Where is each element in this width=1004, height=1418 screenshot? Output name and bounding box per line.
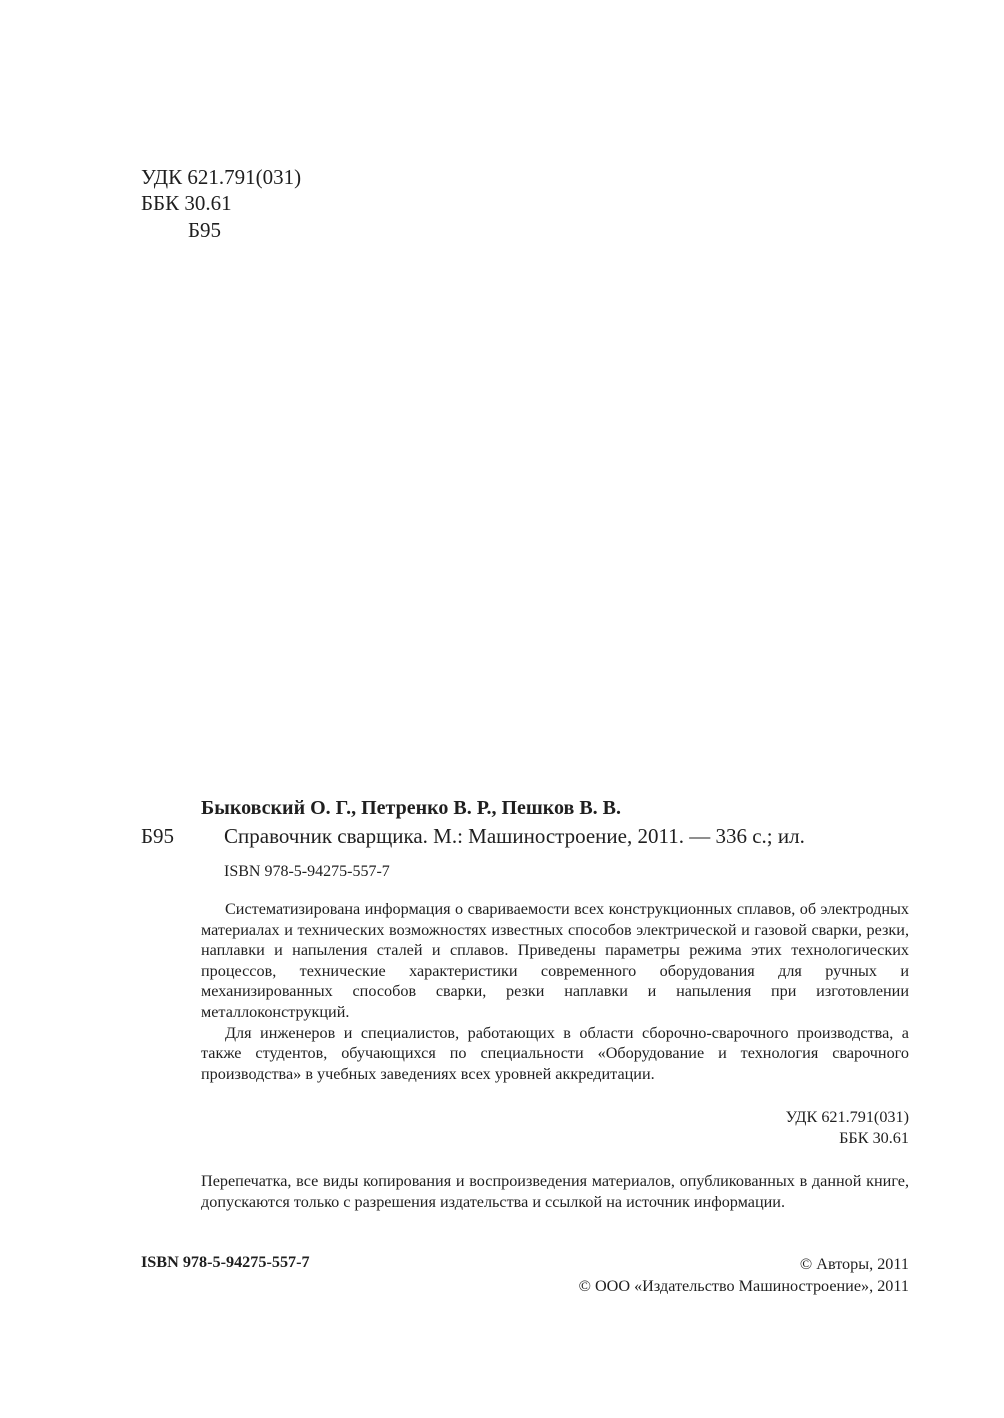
reprint-notice: Перепечатка, все виды копирования и воспроизведения материалов, опубликованных в данной книге, допускаются только с разрешения издательства и ссылкой на источник информации. xyxy=(201,1172,909,1211)
udk-code-top: УДК 621.791(031) xyxy=(141,165,302,189)
bbk-code-top: ББК 30.61 xyxy=(141,191,232,215)
bbk-code: ББК 30.61 xyxy=(839,1129,909,1147)
isbn-line: ISBN 978-5-94275-557-7 xyxy=(224,863,390,880)
abstract xyxy=(201,899,909,1084)
classification-codes xyxy=(786,1107,909,1149)
book-title: Справочник сварщика. М.: Машиностроение, 2011. — 336 с.; ил. xyxy=(224,824,805,848)
abstract-paragraph: Для инженеров и специалистов, работающих в области сборочно-сварочного производства, а также студентов, обучающихся по специальности «Оборудование и технология сварочного производства» в учебных заведениях всех уровней аккредитации. xyxy=(201,1023,909,1083)
copyright-publisher: © ООО «Издательство Машиностроение», 2011 xyxy=(578,1277,909,1295)
authors-line: Быковский О. Г., Петренко В. Р., Пешков В. В. xyxy=(201,797,622,819)
author-mark: Б95 xyxy=(141,824,175,848)
copyright-authors: © Авторы, 2011 xyxy=(799,1255,909,1273)
copyrights xyxy=(579,1253,909,1297)
isbn-footer: ISBN 978-5-94275-557-7 xyxy=(141,1253,310,1271)
author-mark-top: Б95 xyxy=(188,218,222,242)
abstract-paragraph: Систематизирована информация о свариваемости всех конструкционных сплавов, об электродных материалах и технических возможностях известных способов электрической и газовой сварки, резки, наплавки и напыления сталей и сплавов. Приведены параметры режима этих технологических процессов, технические характеристики современного оборудования для ручных и механизированных способов сварки, резки наплавки и напыления при изготовлении металлоконструкций. xyxy=(201,900,909,1021)
udk-code: УДК 621.791(031) xyxy=(785,1108,909,1126)
